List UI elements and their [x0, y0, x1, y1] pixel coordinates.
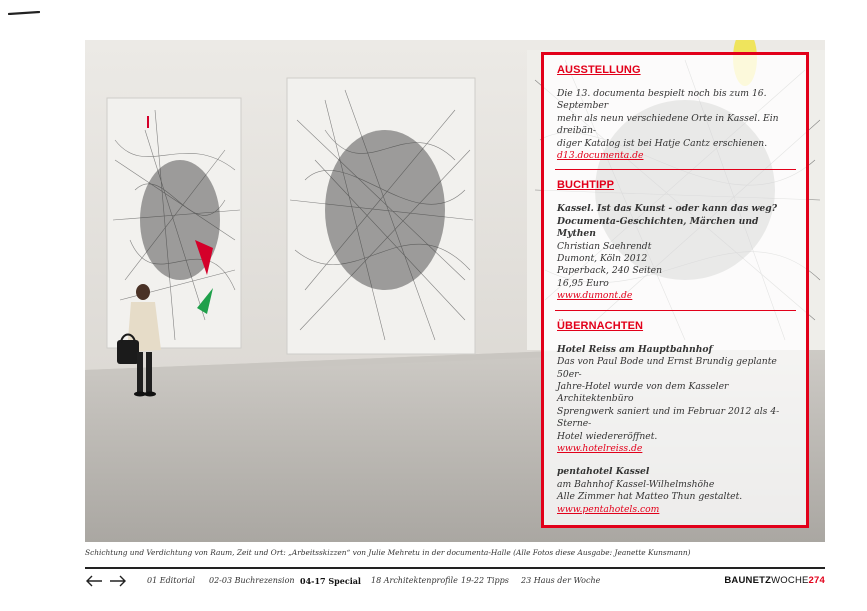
brand-light: WOCHE — [771, 575, 809, 586]
footer-nav — [85, 574, 825, 590]
info-box — [541, 52, 809, 528]
book-title-line: Documenta-Geschichten, Märchen und Mythen — [557, 215, 759, 240]
pentahotels-link[interactable]: www.pentahotels.com — [557, 503, 660, 515]
text-line: Jahre-Hotel wurde von dem Kasseler Architektenbüro — [557, 380, 729, 405]
text-line: Paperback, 240 Seiten — [557, 265, 663, 277]
divider — [555, 310, 796, 311]
text-line: Dumont, Köln 2012 — [557, 253, 648, 265]
text-line: Das von Paul Bode und Ernst Brundig geplante 50er- — [557, 356, 777, 380]
hotel-name: Hotel Reiss am Hauptbahnhof — [557, 343, 713, 355]
nav-item-special[interactable]: 04-17 Special — [300, 576, 361, 586]
text-line: Christian Saehrendt — [557, 240, 652, 252]
text-line: Alle Zimmer hat Matteo Thun gestaltet. — [557, 491, 743, 503]
divider — [555, 169, 796, 170]
nav-item-tipps[interactable]: 19-22 Tipps — [461, 576, 509, 585]
ausstellung-text — [557, 88, 794, 150]
text-line: Hotel wiedereröffnet. — [557, 430, 658, 442]
arrow-right-icon[interactable] — [109, 574, 127, 588]
text-line: 16,95 Euro — [557, 277, 609, 289]
footer-rule — [85, 567, 825, 569]
book-title-line: Kassel. Ist das Kunst - oder kann das weg? — [557, 203, 778, 215]
issue-number: 274 — [808, 575, 825, 586]
text-line: mehr als neun verschiedene Orte in Kassel. Ein dreibän- — [557, 112, 779, 137]
section-uebernachten — [557, 320, 794, 516]
section-title-uebernachten: ÜBERNACHTEN — [557, 319, 644, 332]
section-title-buchtipp: BUCHTIPP — [557, 179, 615, 192]
photo-caption: Schichtung und Verdichtung von Raum, Zeit und Ort: „Arbeitsskizzen“ von Julie Mehretu in der documenta-Halle (Alle Fotos diese Ausgabe: Jeanette Kunsmann) — [85, 548, 691, 557]
hotel1-text — [557, 344, 794, 443]
arrow-left-icon[interactable] — [85, 574, 103, 588]
nav-item-haus-der-woche[interactable]: 23 Haus der Woche — [521, 576, 601, 585]
text-line: Die 13. documenta bespielt noch bis zum 16. September — [557, 88, 767, 112]
nav-item-editorial[interactable]: 01 Editorial — [147, 576, 195, 585]
hotel-name: pentahotel Kassel — [557, 466, 650, 478]
dumont-link[interactable]: www.dumont.de — [557, 290, 633, 302]
section-title-ausstellung: AUSSTELLUNG — [557, 64, 641, 76]
section-buchtipp — [557, 179, 794, 302]
text-line: Sprengwerk saniert und im Februar 2012 als 4-Sterne- — [557, 405, 780, 430]
hotelreiss-link[interactable]: www.hotelreiss.de — [557, 442, 643, 454]
hotel2-text — [557, 466, 794, 503]
brand-bold: BAUNETZ — [724, 575, 772, 586]
nav-item-buchrezension[interactable]: 02-03 Buchrezension — [209, 576, 295, 585]
text-line: diger Katalog ist bei Hatje Cantz erschienen. — [557, 137, 768, 149]
text-line: am Bahnhof Kassel-Wilhelmshöhe — [557, 478, 715, 490]
nav-item-architektenprofile[interactable]: 18 Architektenprofile — [371, 576, 458, 585]
brand-logo — [724, 575, 825, 586]
corner-mark-icon — [8, 11, 40, 15]
buchtipp-text — [557, 203, 794, 290]
documenta-link[interactable]: d13.documenta.de — [557, 150, 644, 162]
section-ausstellung — [557, 64, 794, 162]
